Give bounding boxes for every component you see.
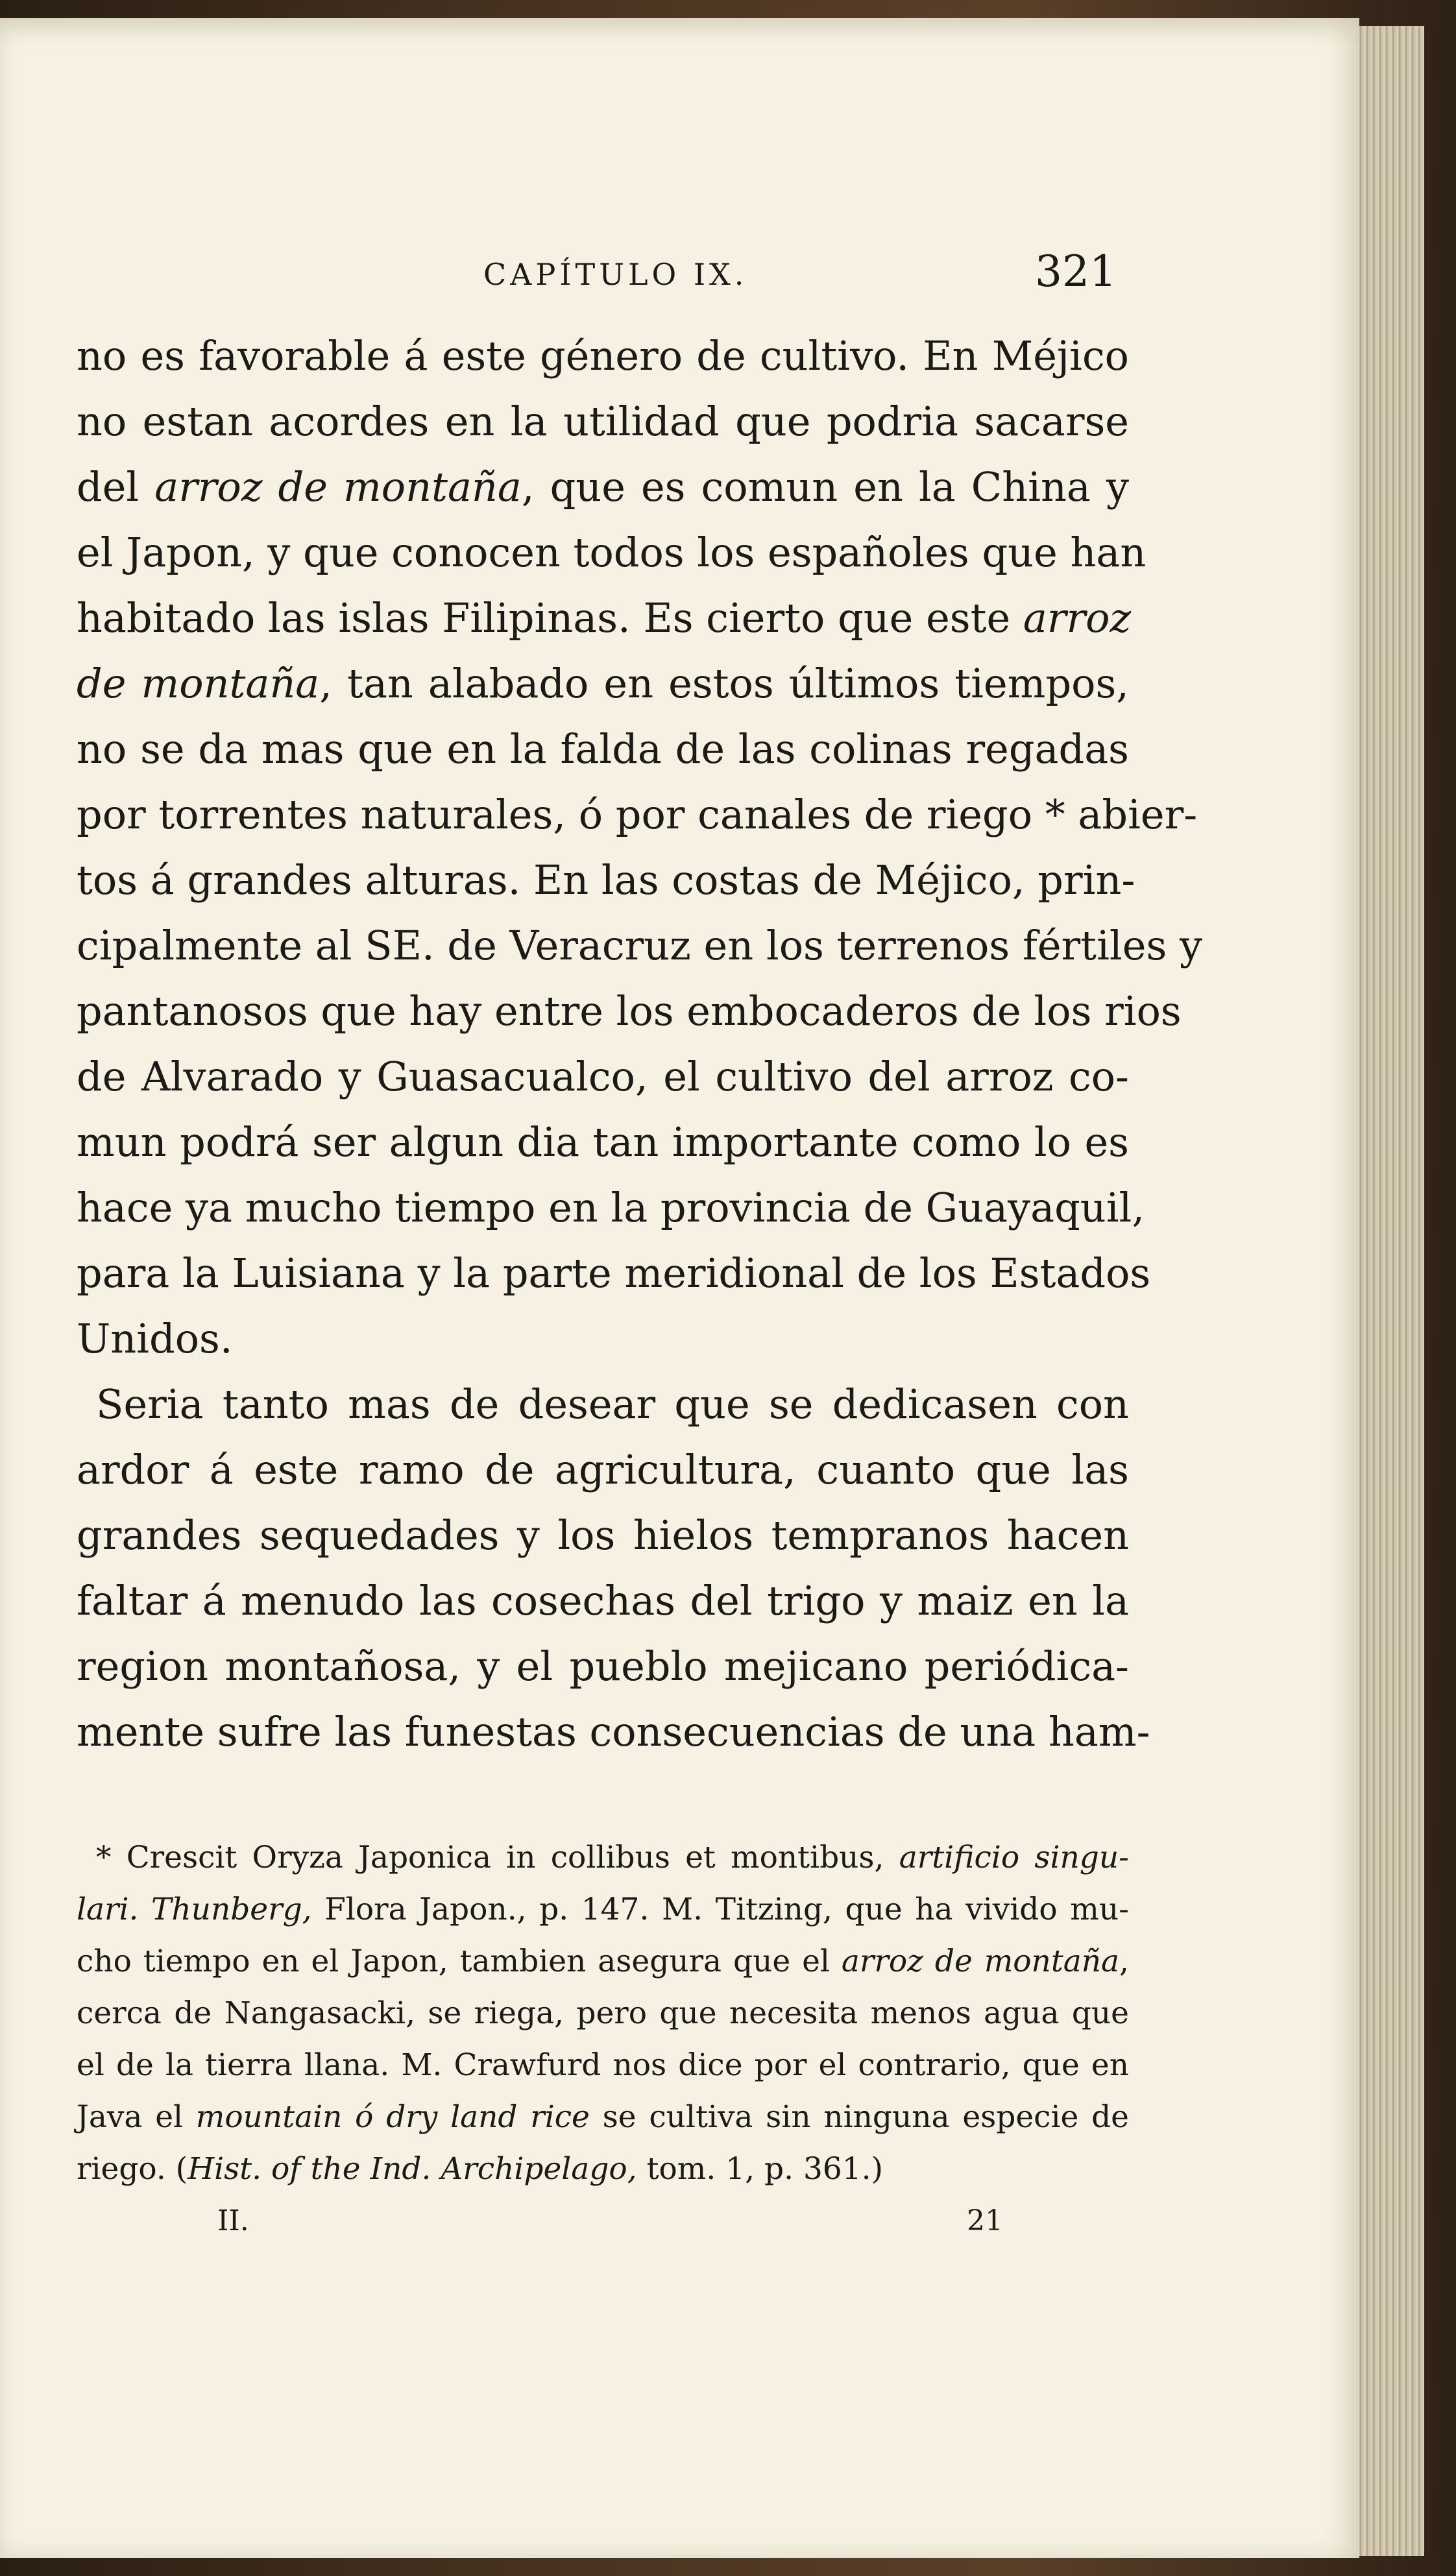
signature-line [0,2204,1359,2250]
signature-mark: 21 [967,2204,1003,2237]
book-page [0,18,1359,2558]
text-segment: mente sufre las funestas consecuencias de una ham- [77,1708,1150,1755]
text-segment: para la Luisiana y la parte meridional de los Estados [77,1249,1151,1297]
footnote-line [77,1884,1129,1936]
footnote-line [77,1936,1129,1988]
text-segment: del [77,463,155,511]
text-line [77,1240,1151,1306]
footnote-line [77,1988,1129,2040]
chapter-heading: CAPÍTULO IX. [483,257,748,292]
text-line [77,1633,1129,1699]
italic-text: lari. Thunberg, [77,1892,312,1927]
text-segment: el de la tierra llana. M. Crawfurd nos dice por el contrario, que en [77,2047,1129,2083]
running-head [0,247,1359,310]
text-line [77,1371,1129,1437]
text-line [77,978,1182,1044]
text-line [77,585,1132,651]
text-segment: habitado las islas Filipinas. Es cierto que este [77,594,1023,642]
italic-text: artificio singu- [899,1840,1129,1875]
footnote-line [77,2091,1129,2143]
text-line [77,454,1129,520]
text-segment: no se da mas que en la falda de las colinas regadas [77,725,1129,773]
text-segment: cerca de Nangasacki, se riega, pero que necesita menos agua que [77,1995,1129,2031]
italic-text: arroz [1023,594,1132,642]
text-segment: tom. 1, p. 361.) [637,2151,883,2187]
footnote-line [77,2040,1129,2091]
text-segment: ardor á este ramo de agricultura, cuanto que las [77,1446,1129,1493]
text-segment: por torrentes naturales, ó por canales de riego * abier- [77,791,1198,838]
text-segment: hace ya mucho tiempo en la provincia de Guayaquil, [77,1184,1145,1231]
text-line [77,782,1198,847]
text-segment: * Crescit Oryza Japonica in collibus et montibus, [96,1840,899,1875]
text-segment: no estan acordes en la utilidad que podria sacarse [77,398,1129,445]
italic-text: arroz de montaña [154,463,522,511]
text-line [77,1568,1129,1633]
text-segment: Java el [77,2099,196,2135]
text-line [77,716,1129,782]
text-segment: no es favorable á este género de cultivo. En Méjico [77,332,1129,379]
text-segment: region montañosa, y el pueblo mejicano periódica- [77,1643,1129,1690]
text-segment: Unidos. [77,1315,233,1362]
italic-text: mountain ó dry land rice [195,2099,590,2135]
text-segment: Flora Japon., p. 147. M. Titzing, que ha vivido mu- [311,1892,1129,1927]
text-segment: cipalmente al SE. de Veracruz en los terrenos fértiles y [77,922,1203,969]
text-segment: riego. ( [77,2151,188,2187]
italic-text: de montaña [77,660,320,707]
text-segment: grandes sequedades y los hielos tempranos hacen [77,1511,1129,1559]
footnote-line [77,2143,1129,2195]
text-line [77,1109,1129,1175]
footnote-line [77,1832,1129,1884]
text-segment: , que es comun en la China y [521,463,1129,511]
text-line [77,847,1135,913]
text-segment: tos á grandes alturas. En las costas de Méjico, prin- [77,856,1135,904]
text-line [77,323,1129,389]
footnote [77,1832,1129,2195]
page-number: 321 [1035,247,1117,296]
text-segment: , tan alabado en estos últimos tiempos, [319,660,1129,707]
text-segment: faltar á menudo las cosechas del trigo y maiz en la [77,1577,1129,1624]
text-segment: cho tiempo en el Japon, tambien asegura que el [77,1944,842,1979]
main-text [77,323,1203,1764]
text-segment: , [1119,1944,1129,1979]
text-line [77,520,1147,585]
text-line [77,389,1129,454]
text-segment: se cultiva sin ninguna especie de [589,2099,1129,2135]
text-line [77,651,1129,716]
text-segment: pantanosos que hay entre los embocaderos de los rios [77,987,1182,1035]
text-line [77,1044,1129,1109]
text-segment: de Alvarado y Guasacualco, el cultivo del arroz co- [77,1053,1129,1100]
italic-text: Hist. of the Ind. Archipelago, [188,2151,637,2187]
text-line [77,1437,1129,1502]
text-line [77,1699,1150,1764]
text-line [77,1502,1129,1568]
text-segment: Seria tanto mas de desear que se dedicasen con [96,1380,1129,1428]
text-line [77,1175,1145,1240]
italic-text: arroz de montaña [841,1944,1120,1979]
text-line [77,1306,1129,1371]
text-line [77,913,1203,978]
text-segment: el Japon, y que conocen todos los españoles que han [77,529,1147,576]
text-segment: mun podrá ser algun dia tan importante como lo es [77,1118,1129,1166]
volume-mark: II. [217,2204,249,2237]
